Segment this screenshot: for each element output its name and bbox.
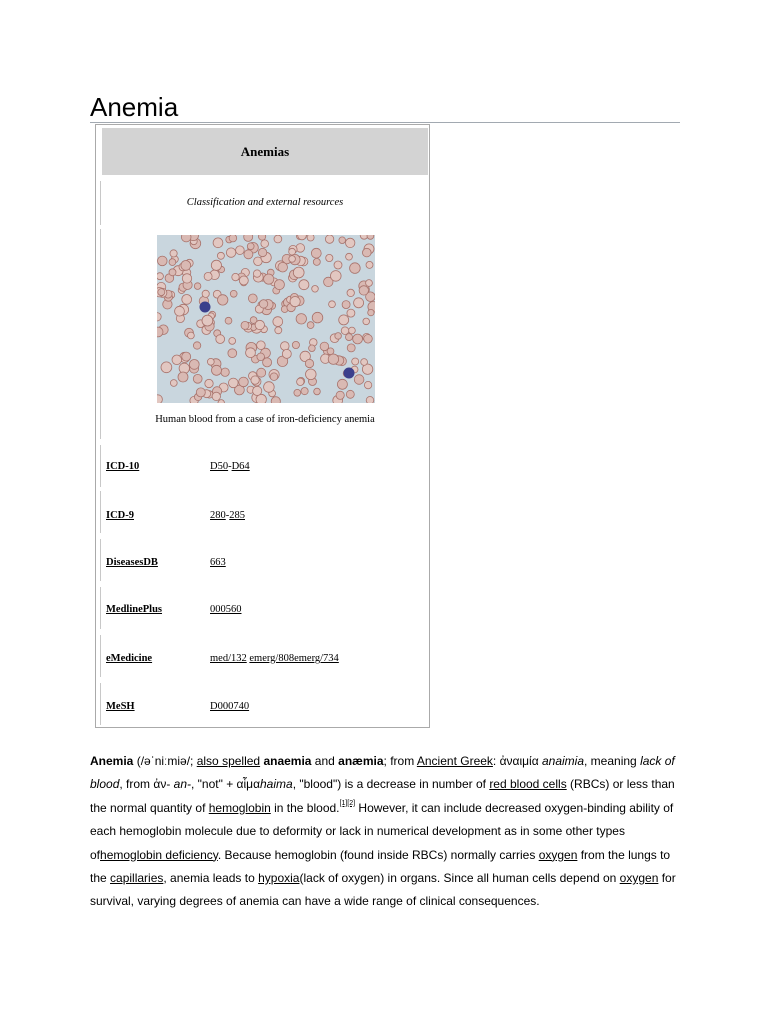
text-span: : ἀναιμία — [492, 754, 542, 768]
text-span: (lack of oxygen) in organs. Since all human cells depend on — [299, 871, 620, 886]
row-label[interactable]: DiseasesDB — [106, 557, 158, 568]
code-link[interactable]: 285 — [229, 510, 245, 521]
row-label[interactable]: ICD-9 — [106, 510, 134, 521]
text-span: , meaning — [584, 754, 641, 768]
code-link[interactable]: D64 — [231, 461, 250, 472]
link-also-spelled[interactable]: also spelled — [196, 754, 261, 768]
link-hemoglobin[interactable]: hemoglobin — [208, 800, 271, 815]
code-separator: - — [228, 461, 232, 472]
row-value — [210, 604, 242, 615]
code-link[interactable]: med/132 — [210, 653, 247, 664]
infobox-row-icd10 — [102, 461, 428, 481]
text-span: ; from — [383, 754, 417, 768]
infobox-divider — [100, 229, 101, 439]
infobox-row-emedicine — [102, 653, 428, 673]
link-capillaries[interactable]: capillaries — [110, 871, 164, 886]
link-ancient-greek[interactable]: Ancient Greek — [416, 754, 493, 768]
link-hypoxia[interactable]: hypoxia — [258, 871, 300, 886]
row-value — [210, 461, 250, 472]
text-span: , from ἀν- — [119, 777, 174, 792]
code-link[interactable]: emerg/808emerg/734 — [249, 653, 339, 664]
infobox-row-mesh — [102, 701, 428, 721]
italic-an: an- — [173, 777, 191, 792]
infobox-row-diseasesdb — [102, 557, 428, 577]
text-span: (/əˈniːmiə/; — [133, 754, 197, 768]
page-title: Anemia — [90, 90, 680, 123]
code-link[interactable]: 663 — [210, 557, 226, 568]
text-span: , anemia leads to — [163, 871, 259, 886]
text-span: , "blood") is a decrease in number of — [292, 777, 490, 792]
text-span: (RBCs) or less than the normal quantity of — [90, 777, 675, 815]
row-label[interactable]: ICD-10 — [106, 461, 140, 472]
italic-anaimia: anaimia — [541, 754, 585, 768]
term-anemia: Anemia — [90, 754, 134, 768]
infobox-header: Anemias — [102, 128, 428, 175]
text-span: and — [311, 754, 339, 768]
row-value — [210, 653, 339, 664]
italic-haima: haima — [260, 777, 293, 792]
infobox-subheader: Classification and external resources — [186, 197, 344, 208]
text-span: . Because hemoglobin (found inside RBCs) normally carries — [217, 847, 539, 862]
reference-link[interactable]: [1][2] — [339, 799, 356, 807]
text-span: in the blood. — [270, 800, 340, 815]
link-red-blood-cells[interactable]: red blood cells — [489, 777, 567, 792]
code-link[interactable]: D50 — [210, 461, 229, 472]
code-link[interactable]: 280 — [210, 510, 226, 521]
infobox-row-medlineplus — [102, 604, 428, 624]
code-link[interactable]: 000560 — [210, 604, 242, 615]
row-value — [210, 557, 226, 568]
code-separator: - — [225, 510, 230, 521]
link-oxygen[interactable]: oxygen — [538, 847, 578, 862]
article-paragraph — [90, 750, 682, 914]
italic-lack-of-blood: lack of blood — [90, 754, 675, 792]
infobox-row-icd9 — [102, 510, 428, 530]
row-value — [210, 701, 249, 712]
row-label[interactable]: MeSH — [106, 701, 135, 712]
infobox-divider — [100, 181, 101, 225]
link-oxygen[interactable]: oxygen — [619, 871, 659, 886]
row-label[interactable]: eMedicine — [106, 653, 153, 664]
row-value — [210, 510, 245, 521]
term-anaemia: anaemia — [263, 754, 312, 768]
text-span: , "not" + αἷμα — [191, 777, 260, 792]
row-label[interactable]: MedlinePlus — [106, 604, 163, 615]
text-span: However, it can include decreased oxygen-binding ability of each hemoglobin molecule due to deformity or lack in numerical development as in some other types of — [90, 800, 674, 862]
text-span: for survival, varying degrees of anemia can have a wide range of clinical consequences. — [90, 871, 676, 909]
infobox — [95, 124, 430, 728]
term-anaemia-ligature: anæmia — [338, 754, 384, 768]
code-link[interactable]: D000740 — [210, 701, 250, 712]
link-hemoglobin-deficiency[interactable]: hemoglobin deficiency — [100, 847, 218, 862]
blood-smear-image[interactable] — [157, 235, 375, 403]
text-span: from the lungs to the — [90, 847, 671, 886]
image-caption: Human blood from a case of iron-deficiency anemia — [155, 414, 375, 425]
